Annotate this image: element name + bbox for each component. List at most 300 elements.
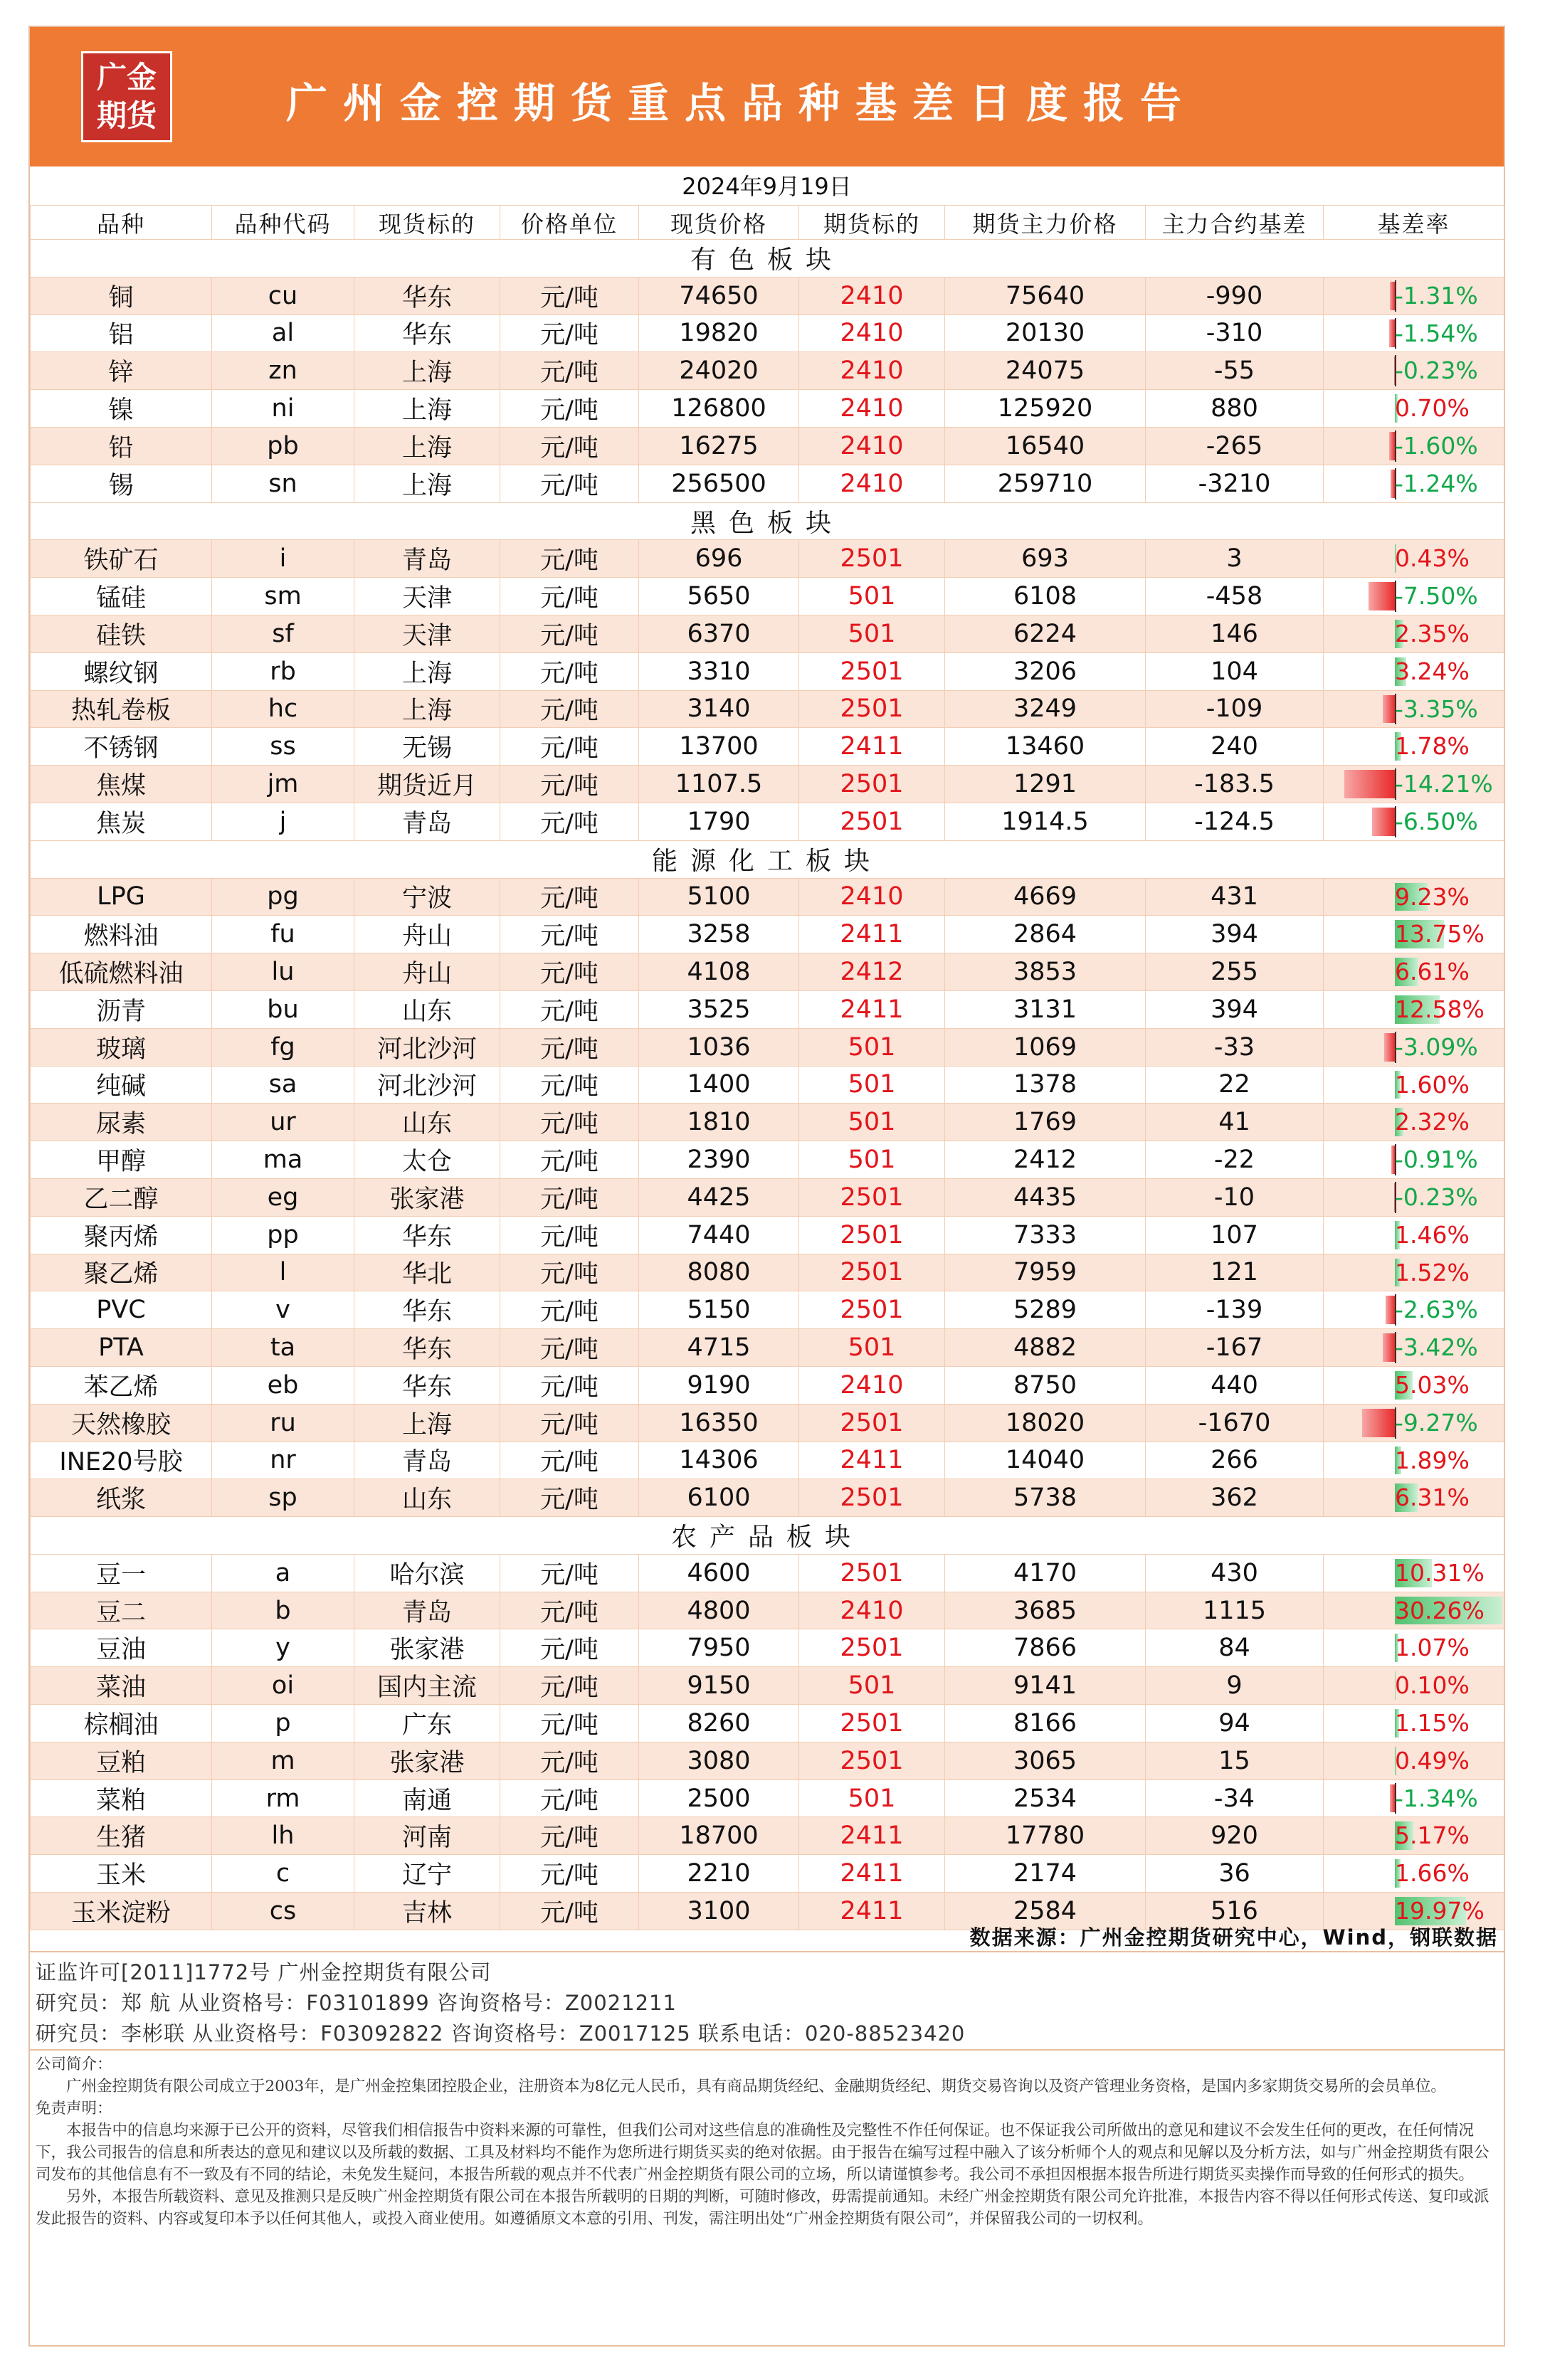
cell-unit: 元/吨: [500, 1779, 639, 1817]
cell-code: pp: [212, 1216, 354, 1254]
basis-rate-bar: [1386, 1296, 1395, 1324]
basis-rate-label: -0.23%: [1395, 356, 1478, 385]
cell-fut: 17780: [945, 1817, 1146, 1855]
cell-spot-loc: 山东: [354, 1104, 500, 1141]
cell-unit: 元/吨: [500, 1329, 639, 1367]
table-row: [31, 1442, 1504, 1479]
cell-basis: -265: [1146, 427, 1324, 465]
cell-unit: 元/吨: [500, 1254, 639, 1291]
cell-spot-loc: 华东: [354, 1329, 500, 1367]
cell-basis-rate: [1324, 465, 1504, 502]
cell-basis-rate: [1324, 1817, 1504, 1855]
cell-basis: 394: [1146, 916, 1324, 953]
cell-basis: 94: [1146, 1705, 1324, 1742]
basis-rate-label: 1.89%: [1395, 1446, 1470, 1474]
basis-rate-label: 30.26%: [1395, 1596, 1485, 1624]
cell-spot: 74650: [639, 277, 799, 314]
cell-basis-rate: [1324, 1742, 1504, 1779]
cell-spot-loc: 青岛: [354, 540, 500, 578]
cell-unit: 元/吨: [500, 465, 639, 502]
basis-rate-label: 6.31%: [1395, 1483, 1470, 1512]
cell-spot: 1107.5: [639, 766, 799, 803]
cell-basis-rate: [1324, 314, 1504, 352]
cell-contract: 2410: [799, 465, 945, 502]
cell-name: 尿素: [31, 1104, 212, 1141]
cell-basis-rate: [1324, 1178, 1504, 1216]
basis-rate-label: 0.70%: [1395, 394, 1470, 423]
cell-contract: 501: [799, 615, 945, 652]
cell-basis-rate: [1324, 690, 1504, 728]
cell-spot-loc: 山东: [354, 990, 500, 1028]
cell-fut: 1378: [945, 1066, 1146, 1104]
cell-spot: 7440: [639, 1216, 799, 1254]
table-row: [31, 1066, 1504, 1104]
basis-rate-label: 9.23%: [1395, 882, 1470, 911]
cell-unit: 元/吨: [500, 1066, 639, 1104]
cell-fut: 6108: [945, 578, 1146, 615]
cell-spot: 18700: [639, 1817, 799, 1855]
cell-unit: 元/吨: [500, 1592, 639, 1629]
company-logo: [81, 51, 172, 142]
cell-code: sm: [212, 578, 354, 615]
cell-basis-rate: [1324, 1066, 1504, 1104]
cell-basis: -458: [1146, 578, 1324, 615]
footer-notes: [36, 2053, 1491, 2230]
basis-rate-label: 1.46%: [1395, 1220, 1470, 1249]
cell-spot: 9150: [639, 1667, 799, 1705]
section-title: 能源化工板块: [31, 840, 1504, 878]
cell-spot-loc: 华北: [354, 1254, 500, 1291]
cell-name: 豆一: [31, 1554, 212, 1592]
cell-spot: 1400: [639, 1066, 799, 1104]
cell-unit: 元/吨: [500, 1291, 639, 1329]
table-row: [31, 652, 1504, 690]
basis-rate-label: -3.35%: [1395, 694, 1478, 723]
basis-rate-label: 12.58%: [1395, 995, 1485, 1023]
cell-code: a: [212, 1554, 354, 1592]
cell-fut: 259710: [945, 465, 1146, 502]
column-header: 现货标的: [354, 206, 500, 240]
basis-rate-label: 13.75%: [1395, 920, 1485, 948]
cell-unit: 元/吨: [500, 766, 639, 803]
cell-fut: 2174: [945, 1855, 1146, 1893]
cell-unit: 元/吨: [500, 1479, 639, 1517]
cell-unit: 元/吨: [500, 1442, 639, 1479]
cell-basis-rate: [1324, 1216, 1504, 1254]
cell-contract: 2411: [799, 728, 945, 766]
basis-rate-label: 6.61%: [1395, 958, 1470, 986]
cell-name: 菜油: [31, 1667, 212, 1705]
cell-unit: 元/吨: [500, 728, 639, 766]
cell-unit: 元/吨: [500, 1742, 639, 1779]
basis-rate-bar: [1390, 282, 1395, 310]
cell-basis-rate: [1324, 427, 1504, 465]
cell-name: 甲醇: [31, 1141, 212, 1179]
cell-code: jm: [212, 766, 354, 803]
cell-spot: 2390: [639, 1141, 799, 1179]
cell-contract: 501: [799, 1028, 945, 1066]
cell-fut: 75640: [945, 277, 1146, 314]
section-title: 黑色板块: [31, 502, 1504, 540]
table-row: [31, 352, 1504, 390]
basis-rate-label: -1.34%: [1395, 1784, 1478, 1812]
cell-fut: 4882: [945, 1329, 1146, 1367]
table-row: [31, 803, 1504, 840]
cell-basis-rate: [1324, 1291, 1504, 1329]
cell-spot: 3140: [639, 690, 799, 728]
cell-fut: 7866: [945, 1629, 1146, 1667]
cell-basis-rate: [1324, 916, 1504, 953]
cell-spot: 3258: [639, 916, 799, 953]
divider: [30, 1951, 1504, 1952]
cell-contract: 2501: [799, 1254, 945, 1291]
cell-basis: -124.5: [1146, 803, 1324, 840]
cell-spot-loc: 舟山: [354, 953, 500, 991]
basis-rate-label: 1.66%: [1395, 1859, 1470, 1888]
cell-fut: 7333: [945, 1216, 1146, 1254]
basis-rate-label: -7.50%: [1395, 582, 1478, 610]
cell-spot-loc: 天津: [354, 615, 500, 652]
cell-unit: 元/吨: [500, 953, 639, 991]
cell-spot-loc: 期货近月: [354, 766, 500, 803]
table-row: [31, 1479, 1504, 1517]
cell-name: PTA: [31, 1329, 212, 1367]
cell-basis-rate: [1324, 390, 1504, 428]
cell-contract: 2411: [799, 1442, 945, 1479]
cell-basis-rate: [1324, 1028, 1504, 1066]
cell-code: pg: [212, 878, 354, 916]
basis-rate-label: -1.54%: [1395, 319, 1478, 347]
cell-basis-rate: [1324, 1329, 1504, 1367]
cell-spot: 8080: [639, 1254, 799, 1291]
cell-code: pb: [212, 427, 354, 465]
cell-contract: 2411: [799, 990, 945, 1028]
basis-rate-label: 3.24%: [1395, 657, 1470, 685]
cell-unit: 元/吨: [500, 390, 639, 428]
cell-basis-rate: [1324, 1592, 1504, 1629]
cell-spot: 3080: [639, 1742, 799, 1779]
cell-name: 铜: [31, 277, 212, 314]
basis-rate-label: 2.32%: [1395, 1108, 1470, 1136]
cell-unit: 元/吨: [500, 1893, 639, 1930]
table-row: [31, 1629, 1504, 1667]
cell-spot: 5650: [639, 578, 799, 615]
cell-basis: -1670: [1146, 1404, 1324, 1442]
basis-rate-label: 10.31%: [1395, 1558, 1485, 1587]
cell-basis: 36: [1146, 1855, 1324, 1893]
cell-spot: 256500: [639, 465, 799, 502]
table-row: [31, 314, 1504, 352]
cell-name: 锌: [31, 352, 212, 390]
cell-spot-loc: 张家港: [354, 1629, 500, 1667]
cell-basis-rate: [1324, 1554, 1504, 1592]
basis-rate-bar: [1390, 1784, 1395, 1813]
cell-contract: 2410: [799, 277, 945, 314]
section-title: 农产品板块: [31, 1517, 1504, 1555]
cell-contract: 2501: [799, 652, 945, 690]
cell-fut: 5289: [945, 1291, 1146, 1329]
cell-contract: 2501: [799, 1479, 945, 1517]
cell-unit: 元/吨: [500, 1817, 639, 1855]
cell-contract: 2411: [799, 1855, 945, 1893]
basis-rate-label: -1.60%: [1395, 431, 1478, 460]
basis-rate-label: 1.52%: [1395, 1258, 1470, 1286]
cell-spot-loc: 上海: [354, 352, 500, 390]
table-row: [31, 277, 1504, 314]
cell-code: sn: [212, 465, 354, 502]
cell-fut: 2584: [945, 1893, 1146, 1930]
cell-spot-loc: 天津: [354, 578, 500, 615]
cell-spot-loc: 辽宁: [354, 1855, 500, 1893]
basis-table: [30, 205, 1504, 1930]
cell-basis: -34: [1146, 1779, 1324, 1817]
cell-unit: 元/吨: [500, 1366, 639, 1404]
cell-code: l: [212, 1254, 354, 1291]
cell-unit: 元/吨: [500, 916, 639, 953]
cell-fut: 24075: [945, 352, 1146, 390]
column-header: 品种代码: [212, 206, 354, 240]
cell-fut: 2864: [945, 916, 1146, 953]
cell-basis-rate: [1324, 1705, 1504, 1742]
cell-unit: 元/吨: [500, 1629, 639, 1667]
cell-name: 镍: [31, 390, 212, 428]
basis-rate-label: 2.35%: [1395, 619, 1470, 647]
cell-code: ru: [212, 1404, 354, 1442]
cell-basis: 240: [1146, 728, 1324, 766]
basis-rate-label: -3.09%: [1395, 1032, 1478, 1061]
cell-unit: 元/吨: [500, 352, 639, 390]
cell-basis: 394: [1146, 990, 1324, 1028]
cell-basis-rate: [1324, 1404, 1504, 1442]
cell-contract: 2410: [799, 352, 945, 390]
table-row: [31, 1141, 1504, 1179]
cell-code: ma: [212, 1141, 354, 1179]
cell-code: eg: [212, 1178, 354, 1216]
basis-rate-label: 1.07%: [1395, 1634, 1470, 1662]
table-row: [31, 1254, 1504, 1291]
cell-basis-rate: [1324, 578, 1504, 615]
cell-code: ur: [212, 1104, 354, 1141]
cell-spot: 7950: [639, 1629, 799, 1667]
license-text: 证监许可[2011]1772号 广州金控期货有限公司: [36, 1960, 492, 1984]
cell-contract: 501: [799, 1329, 945, 1367]
section-header-row: [31, 1517, 1504, 1555]
cell-basis: 121: [1146, 1254, 1324, 1291]
cell-code: v: [212, 1291, 354, 1329]
cell-unit: 元/吨: [500, 690, 639, 728]
cell-name: 焦煤: [31, 766, 212, 803]
cell-spot: 4108: [639, 953, 799, 991]
cell-spot: 16275: [639, 427, 799, 465]
column-header: 主力合约基差: [1146, 206, 1324, 240]
cell-fut: 2534: [945, 1779, 1146, 1817]
cell-basis-rate: [1324, 352, 1504, 390]
cell-fut: 3065: [945, 1742, 1146, 1779]
cell-spot: 19820: [639, 314, 799, 352]
cell-unit: 元/吨: [500, 1705, 639, 1742]
cell-basis-rate: [1324, 1479, 1504, 1517]
cell-basis: -139: [1146, 1291, 1324, 1329]
cell-fut: 2412: [945, 1141, 1146, 1179]
cell-basis: -55: [1146, 352, 1324, 390]
cell-name: 焦炭: [31, 803, 212, 840]
table-row: [31, 1028, 1504, 1066]
cell-fut: 1069: [945, 1028, 1146, 1066]
cell-spot-loc: 上海: [354, 465, 500, 502]
cell-fut: 3131: [945, 990, 1146, 1028]
cell-basis: 430: [1146, 1554, 1324, 1592]
cell-name: 菜粕: [31, 1779, 212, 1817]
cell-name: 螺纹钢: [31, 652, 212, 690]
cell-basis: -22: [1146, 1141, 1324, 1179]
cell-spot-loc: 无锡: [354, 728, 500, 766]
cell-name: 纯碱: [31, 1066, 212, 1104]
table-row: [31, 1291, 1504, 1329]
cell-name: 天然橡胶: [31, 1404, 212, 1442]
cell-code: zn: [212, 352, 354, 390]
section-header-row: [31, 840, 1504, 878]
cell-name: 豆二: [31, 1592, 212, 1629]
cell-name: 苯乙烯: [31, 1366, 212, 1404]
cell-spot-loc: 青岛: [354, 1442, 500, 1479]
basis-rate-label: 0.10%: [1395, 1671, 1470, 1700]
cell-unit: 元/吨: [500, 615, 639, 652]
cell-name: 铁矿石: [31, 540, 212, 578]
cell-spot: 4425: [639, 1178, 799, 1216]
cell-contract: 2501: [799, 1404, 945, 1442]
cell-spot-loc: 华东: [354, 314, 500, 352]
cell-spot-loc: 国内主流: [354, 1667, 500, 1705]
cell-basis: 146: [1146, 615, 1324, 652]
cell-spot-loc: 上海: [354, 390, 500, 428]
cell-contract: 2410: [799, 390, 945, 428]
cell-spot-loc: 上海: [354, 427, 500, 465]
cell-fut: 1291: [945, 766, 1146, 803]
cell-contract: 2411: [799, 1893, 945, 1930]
cell-code: ni: [212, 390, 354, 428]
cell-code: p: [212, 1705, 354, 1742]
cell-code: eb: [212, 1366, 354, 1404]
table-row: [31, 1667, 1504, 1705]
cell-basis: 255: [1146, 953, 1324, 991]
cell-code: ta: [212, 1329, 354, 1367]
cell-basis-rate: [1324, 766, 1504, 803]
divider: [30, 2049, 1504, 2051]
basis-rate-bar: [1389, 319, 1395, 348]
cell-name: 热轧卷板: [31, 690, 212, 728]
cell-contract: 2501: [799, 690, 945, 728]
cell-code: j: [212, 803, 354, 840]
cell-name: 豆油: [31, 1629, 212, 1667]
cell-spot-loc: 河北沙河: [354, 1066, 500, 1104]
disclaimer-title: 免责声明：: [36, 2100, 112, 2117]
cell-spot-loc: 上海: [354, 1404, 500, 1442]
cell-spot: 2210: [639, 1855, 799, 1893]
cell-code: m: [212, 1742, 354, 1779]
table-row: [31, 615, 1504, 652]
report-header: [30, 27, 1504, 166]
cell-name: 聚乙烯: [31, 1254, 212, 1291]
table-row: [31, 390, 1504, 428]
cell-basis-rate: [1324, 1629, 1504, 1667]
cell-spot-loc: 吉林: [354, 1893, 500, 1930]
basis-rate-bar: [1384, 1033, 1395, 1062]
cell-unit: 元/吨: [500, 990, 639, 1028]
table-row: [31, 728, 1504, 766]
cell-fut: 1914.5: [945, 803, 1146, 840]
column-header: 品种: [31, 206, 212, 240]
cell-spot: 3525: [639, 990, 799, 1028]
cell-basis: 920: [1146, 1817, 1324, 1855]
basis-rate-label: 5.17%: [1395, 1821, 1470, 1850]
cell-fut: 5738: [945, 1479, 1146, 1517]
cell-basis-rate: [1324, 652, 1504, 690]
cell-basis: 3: [1146, 540, 1324, 578]
cell-spot: 1790: [639, 803, 799, 840]
cell-basis: -990: [1146, 277, 1324, 314]
cell-code: sf: [212, 615, 354, 652]
cell-basis: 1115: [1146, 1592, 1324, 1629]
table-row: [31, 953, 1504, 991]
cell-basis: 84: [1146, 1629, 1324, 1667]
cell-spot-loc: 河南: [354, 1817, 500, 1855]
section-header-row: [31, 502, 1504, 540]
cell-contract: 2410: [799, 1592, 945, 1629]
cell-basis: 440: [1146, 1366, 1324, 1404]
cell-contract: 2412: [799, 953, 945, 991]
basis-rate-label: -6.50%: [1395, 807, 1478, 835]
cell-basis-rate: [1324, 953, 1504, 991]
cell-code: al: [212, 314, 354, 352]
cell-contract: 2410: [799, 878, 945, 916]
table-row: [31, 1104, 1504, 1141]
cell-contract: 501: [799, 1066, 945, 1104]
column-header: 价格单位: [500, 206, 639, 240]
cell-contract: 2501: [799, 766, 945, 803]
basis-rate-label: -2.63%: [1395, 1296, 1478, 1324]
cell-code: hc: [212, 690, 354, 728]
cell-unit: 元/吨: [500, 277, 639, 314]
cell-spot-loc: 宁波: [354, 878, 500, 916]
intro-text: 广州金控期货有限公司成立于2003年，是广州金控集团控股企业，注册资本为8亿元人民币，具有商品期货经纪、金融期货经纪、期货交易咨询以及资产管理业务资格，是国内多家期货交易所的会员单位。: [66, 2078, 1446, 2095]
cell-spot: 5100: [639, 878, 799, 916]
table-row: [31, 465, 1504, 502]
cell-basis-rate: [1324, 878, 1504, 916]
column-header: 期货主力价格: [945, 206, 1146, 240]
cell-name: 玉米淀粉: [31, 1893, 212, 1930]
basis-rate-bar: [1383, 695, 1395, 724]
cell-fut: 4669: [945, 878, 1146, 916]
basis-rate-label: -0.23%: [1395, 1183, 1478, 1211]
table-row: [31, 1742, 1504, 1779]
section-header-row: [31, 240, 1504, 277]
cell-spot: 4715: [639, 1329, 799, 1367]
cell-fut: 3853: [945, 953, 1146, 991]
cell-unit: 元/吨: [500, 652, 639, 690]
cell-spot-loc: 华东: [354, 1216, 500, 1254]
cell-spot: 126800: [639, 390, 799, 428]
cell-basis: -3210: [1146, 465, 1324, 502]
cell-basis-rate: [1324, 1254, 1504, 1291]
report-title: 广州金控期货重点品种基差日度报告: [286, 79, 1198, 127]
researcher-1: 研究员：郑 航 从业资格号：F03101899 咨询资格号：Z0021211: [36, 1991, 677, 2015]
table-row: [31, 1404, 1504, 1442]
cell-basis-rate: [1324, 1667, 1504, 1705]
cell-spot-loc: 华东: [354, 277, 500, 314]
cell-basis-rate: [1324, 1141, 1504, 1179]
table-row: [31, 690, 1504, 728]
cell-unit: 元/吨: [500, 578, 639, 615]
